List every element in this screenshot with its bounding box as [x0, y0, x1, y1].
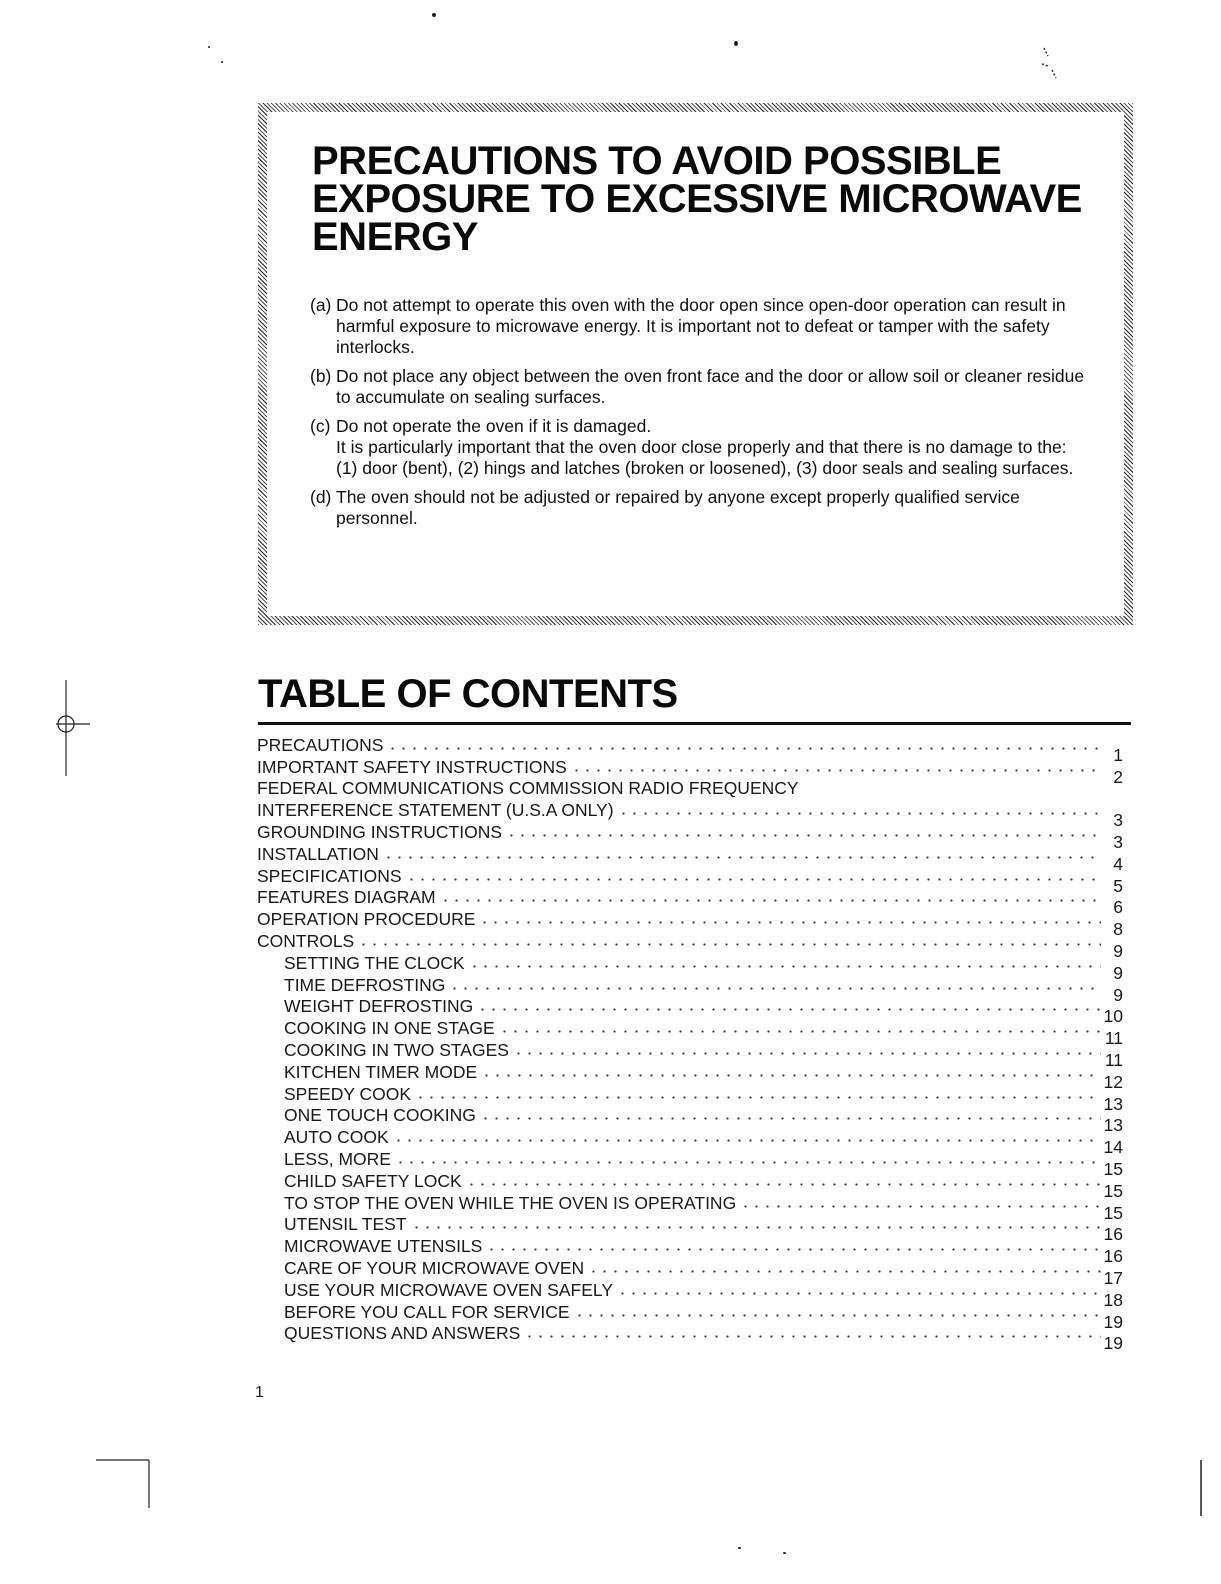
- toc-entry: [257, 1213, 1123, 1245]
- toc-entry: [257, 1147, 1123, 1179]
- toc-leader-dots: [411, 1226, 1101, 1229]
- toc-leader-dots: [406, 878, 1101, 881]
- toc-entry-title: SPEEDY COOK: [284, 1083, 412, 1104]
- toc-leader-dots: [479, 921, 1101, 924]
- toc-leader-dots: [740, 1205, 1101, 1208]
- toc-leader-dots: [571, 769, 1101, 772]
- toc-leader-dots: [524, 1335, 1101, 1338]
- toc-entry-title: QUESTIONS AND ANSWERS: [284, 1323, 521, 1344]
- toc-leader-dots: [588, 1270, 1101, 1273]
- toc-entry-page: 13: [1103, 1093, 1123, 1114]
- scan-speck: [738, 1547, 741, 1549]
- toc-leader-dots: [383, 856, 1101, 859]
- toc-entry-title: IMPORTANT SAFETY INSTRUCTIONS: [257, 756, 567, 777]
- toc-entry-title: WEIGHT DEFROSTING: [284, 996, 474, 1017]
- toc-leader-dots: [395, 1161, 1101, 1164]
- toc-entry-page: 16: [1103, 1246, 1123, 1267]
- toc-entry-title: CHILD SAFETY LOCK: [284, 1170, 462, 1191]
- toc-entry-title: CARE OF YOUR MICROWAVE OVEN: [284, 1257, 585, 1278]
- toc-entry-title: MICROWAVE UTENSILS: [284, 1236, 483, 1257]
- toc-entry-page: 6: [1113, 897, 1123, 918]
- toc-entry: [257, 1278, 1123, 1310]
- toc-leader-dots: [477, 1008, 1101, 1011]
- toc-entry: [257, 929, 1123, 961]
- toc-entry-title: AUTO COOK: [284, 1127, 389, 1148]
- toc-entry: [257, 1300, 1123, 1332]
- toc-entry: [257, 1082, 1123, 1114]
- toc-entry-page: 19: [1103, 1333, 1123, 1354]
- toc-leader-dots: [481, 1074, 1101, 1077]
- toc-leader-dots: [618, 812, 1101, 815]
- page-number: 1: [255, 1384, 264, 1401]
- precaution-subtext: It is particularly important that the oven door close properly and that there is no damage to the: (1) door (bent), (2) hings and latches (broken or loosened), (3) door seals and sealing surfaces.: [336, 437, 1074, 478]
- toc-entry-page: 19: [1103, 1311, 1123, 1332]
- scan-speck: [221, 61, 223, 63]
- precaution-text: Do not place any object between the oven front face and the door or allow soil or cleaner residue to accumulate on sealing surfaces.: [336, 366, 1085, 407]
- toc-entry-page: 12: [1103, 1071, 1123, 1092]
- toc-list: [257, 733, 1123, 1354]
- toc-leader-dots: [415, 1096, 1101, 1099]
- toc-entry-page: 11: [1104, 1028, 1123, 1049]
- toc-entry: [257, 951, 1123, 983]
- toc-entry-page: 15: [1103, 1202, 1123, 1223]
- toc-entry-page: 10: [1103, 1006, 1123, 1027]
- toc-entry-title: GROUNDING INSTRUCTIONS: [257, 821, 502, 842]
- toc-entry-title: SETTING THE CLOCK: [284, 952, 465, 973]
- toc-leader-dots: [440, 899, 1101, 902]
- toc-entry-page: 4: [1113, 853, 1123, 874]
- precaution-text: Do not attempt to operate this oven with the door open since open-door operation can result in harmful exposure to microwave energy. It is important not to defeat or tamper with the safety interlocks.: [336, 295, 1066, 357]
- toc-entry-page: 9: [1113, 962, 1123, 983]
- toc-entry: [257, 1256, 1123, 1288]
- toc-rule: [258, 722, 1131, 725]
- toc-leader-dots: [617, 1292, 1101, 1295]
- scan-mark: [1036, 46, 1066, 86]
- registration-mark: [46, 680, 90, 776]
- toc-entry-title: INTERFERENCE STATEMENT (U.S.A ONLY): [257, 800, 614, 821]
- toc-entry: [257, 733, 1123, 765]
- toc-leader-dots: [387, 747, 1101, 750]
- scan-speck: [432, 13, 436, 17]
- toc-entry-title: ONE TOUCH COOKING: [284, 1105, 476, 1126]
- toc-entry-page: 9: [1113, 940, 1123, 961]
- toc-entry-page: 15: [1103, 1180, 1123, 1201]
- toc-entry: [257, 1322, 1123, 1354]
- toc-entry-page: 11: [1104, 1049, 1123, 1070]
- toc-entry: [257, 798, 1123, 831]
- toc-entry: [257, 1169, 1123, 1201]
- toc-entry-page: 8: [1113, 919, 1123, 940]
- scan-speck: [783, 1552, 786, 1554]
- toc-entry-page: 14: [1103, 1137, 1123, 1158]
- toc-entry-title: TO STOP THE OVEN WHILE THE OVEN IS OPERATING: [284, 1192, 737, 1213]
- toc-leader-dots: [469, 965, 1101, 968]
- toc-leader-dots: [393, 1139, 1101, 1142]
- precaution-item: [310, 295, 1090, 358]
- toc-entry-page: 5: [1113, 875, 1123, 896]
- toc-entry: [257, 1125, 1123, 1158]
- precaution-text: The oven should not be adjusted or repaired by anyone except properly qualified service personnel.: [336, 487, 1020, 528]
- toc-entry-page: 3: [1113, 810, 1123, 831]
- toc-leader-dots: [480, 1117, 1101, 1120]
- toc-entry-page: 1: [1113, 744, 1123, 765]
- toc-entry-title: KITCHEN TIMER MODE: [284, 1061, 478, 1082]
- toc-entry-page: 2: [1113, 766, 1123, 787]
- toc-entry: [257, 907, 1123, 940]
- crop-mark: [1196, 1460, 1206, 1520]
- toc-entry-title: OPERATION PROCEDURE: [257, 909, 476, 930]
- toc-entry: [257, 886, 1123, 918]
- precaution-item: [310, 416, 1090, 479]
- toc-entry-title: INSTALLATION: [257, 843, 379, 864]
- toc-entry-title: COOKING IN ONE STAGE: [284, 1018, 495, 1039]
- precautions-list: [310, 295, 1090, 537]
- scan-speck: [734, 41, 738, 46]
- toc-entry-title: UTENSIL TEST: [284, 1214, 407, 1235]
- precaution-label: (d): [310, 487, 332, 507]
- scan-speck: [208, 46, 210, 48]
- toc-entry-page: 13: [1103, 1115, 1123, 1136]
- toc-entry: [257, 1038, 1123, 1070]
- toc-entry: [257, 1191, 1123, 1223]
- toc-leader-dots: [358, 943, 1101, 946]
- toc-entry-page: 16: [1103, 1224, 1123, 1245]
- toc-entry-page: 15: [1103, 1158, 1123, 1179]
- toc-leader-dots: [574, 1314, 1101, 1317]
- toc-leader-dots: [466, 1183, 1101, 1186]
- toc-entry-title: PRECAUTIONS: [257, 734, 384, 755]
- toc-entry-title: FEATURES DIAGRAM: [257, 887, 436, 908]
- precaution-text: Do not operate the oven if it is damaged.: [336, 416, 652, 436]
- toc-entry-page: 9: [1113, 984, 1123, 1005]
- toc-entry-title: BEFORE YOU CALL FOR SERVICE: [284, 1301, 570, 1322]
- toc-leader-dots: [486, 1248, 1101, 1251]
- toc-entry-page: 17: [1103, 1267, 1123, 1288]
- toc-title: TABLE OF CONTENTS: [258, 672, 678, 716]
- precaution-label: (c): [310, 416, 331, 436]
- toc-entry: [257, 1060, 1123, 1092]
- crop-mark: [96, 1456, 156, 1516]
- toc-leader-dots: [506, 834, 1101, 837]
- toc-leader-dots: [513, 1052, 1101, 1055]
- toc-entry-page: 3: [1113, 831, 1123, 852]
- toc-entry: [257, 842, 1123, 874]
- toc-entry-title: CONTROLS: [257, 930, 355, 951]
- toc-entry: [257, 1104, 1123, 1136]
- toc-entry-page: 18: [1103, 1289, 1123, 1310]
- toc-entry: [257, 864, 1123, 896]
- toc-entry-title: FEDERAL COMMUNICATIONS COMMISSION RADIO FREQUENCY: [257, 778, 799, 799]
- precaution-label: (b): [310, 366, 332, 386]
- precaution-item: [310, 366, 1090, 408]
- toc-entry: [257, 1234, 1123, 1267]
- toc-entry: [257, 995, 1123, 1027]
- toc-entry: [257, 755, 1123, 787]
- precaution-item: [310, 487, 1090, 529]
- toc-entry-title: SPECIFICATIONS: [257, 865, 402, 886]
- toc-entry-title: TIME DEFROSTING: [284, 974, 446, 995]
- toc-entry-title: LESS, MORE: [284, 1148, 391, 1169]
- toc-entry: [257, 1016, 1123, 1049]
- toc-entry-title: USE YOUR MICROWAVE OVEN SAFELY: [284, 1279, 613, 1300]
- precautions-title: PRECAUTIONS TO AVOID POSSIBLE EXPOSURE TO EXCESSIVE MICROWAVE ENERGY: [312, 139, 1082, 259]
- toc-leader-dots: [449, 987, 1101, 990]
- toc-entry: [257, 777, 1123, 799]
- precaution-label: (a): [310, 295, 332, 315]
- toc-leader-dots: [499, 1030, 1101, 1033]
- toc-entry-title: COOKING IN TWO STAGES: [284, 1039, 509, 1060]
- toc-entry: [257, 820, 1123, 852]
- toc-entry: [257, 973, 1123, 1005]
